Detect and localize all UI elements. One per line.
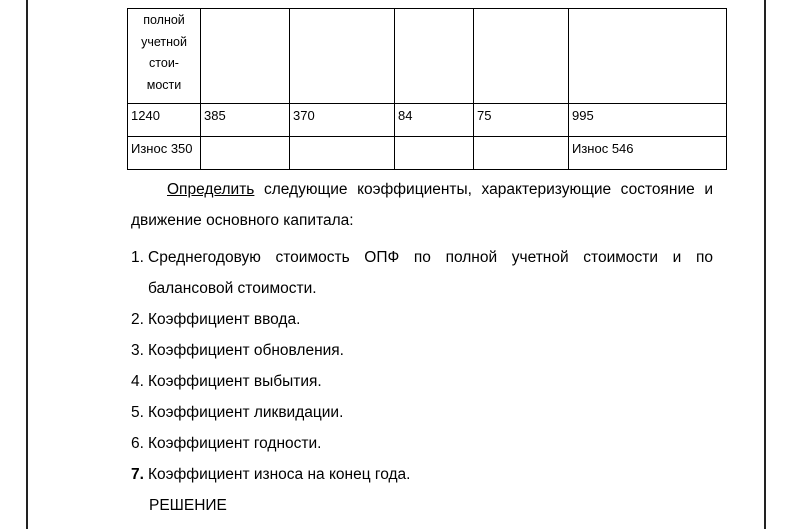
table-cell	[201, 9, 290, 104]
intro-underlined: Определить	[167, 181, 255, 198]
table-cell	[201, 137, 290, 170]
table-cell: 84	[395, 104, 474, 137]
table-cell: Износ 350	[128, 137, 201, 170]
table-cell: 370	[290, 104, 395, 137]
page-border-left	[26, 0, 28, 529]
table-row	[128, 137, 727, 170]
table-cell: Износ 546	[569, 137, 727, 170]
list-item: 3. Коэффициент обновления.	[131, 342, 344, 359]
table-cell: 995	[569, 104, 727, 137]
intro-rest: следующие коэффициенты, характеризующие состояние и движение основного капитала:	[131, 181, 713, 229]
list-item: 6. Коэффициент годности.	[131, 435, 322, 452]
list-item: 2. Коэффициент ввода.	[131, 311, 301, 328]
list-item: 7. Коэффициент износа на конец года.	[131, 466, 411, 483]
table-cell: 1240	[128, 104, 201, 137]
table-row	[128, 9, 727, 104]
list-item: 1. Среднегодовую стоимость ОПФ по полной учетной стоимости и по балансовой стоимости.	[131, 249, 713, 297]
task-list	[131, 242, 713, 490]
intro-paragraph	[131, 174, 713, 236]
table-cell	[395, 137, 474, 170]
solution-heading: РЕШЕНИЕ	[149, 497, 227, 514]
data-table	[127, 8, 727, 170]
table-cell	[395, 9, 474, 104]
table-cell: 75	[474, 104, 569, 137]
table-cell	[474, 9, 569, 104]
table-cell	[290, 137, 395, 170]
table-cell	[290, 9, 395, 104]
list-item: 4. Коэффициент выбытия.	[131, 373, 322, 390]
table-cell	[128, 9, 201, 104]
task-text	[131, 174, 713, 521]
table-cell	[474, 137, 569, 170]
list-item: 5. Коэффициент ликвидации.	[131, 404, 344, 421]
page-border-right	[764, 0, 766, 529]
table-cell: 385	[201, 104, 290, 137]
head-cell-text: полной учетной стои- мости	[141, 13, 187, 92]
table-cell	[569, 9, 727, 104]
table-row	[128, 104, 727, 137]
